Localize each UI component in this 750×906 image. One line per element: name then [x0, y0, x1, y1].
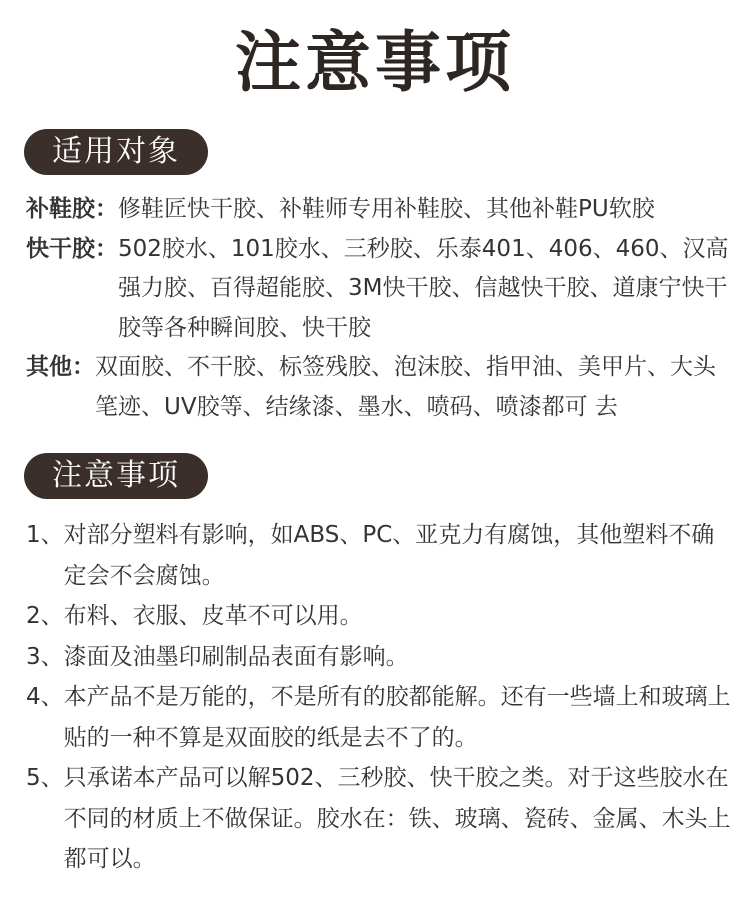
row-text: 502胶水、101胶水、三秒胶、乐泰401、406、460、汉高强力胶、百得超能胶、3M快干胶、信越快干胶、道康宁快干胶等各种瞬间胶、快干胶 [118, 235, 729, 341]
note-number: 4、 [26, 684, 64, 710]
note-text: 只承诺本产品可以解502、三秒胶、快干胶之类。对于这些胶水在不同的材质上不做保证。胶水在：铁、玻璃、瓷砖、金属、木头上都可以。 [63, 765, 731, 872]
list-item [26, 596, 736, 637]
page-title: 注意事项 [235, 23, 515, 101]
section-heading-notes: 注意事项 [24, 453, 208, 499]
note-text: 本产品不是万能的，不是所有的胶都能解。还有一些墙上和玻璃上贴的一种不算是双面胶的纸是去不了的。 [63, 684, 731, 751]
note-text: 对部分塑料有影响，如ABS、PC、亚克力有腐蚀，其他塑料不确定会不会腐蚀。 [63, 522, 715, 589]
row-text: 修鞋匠快干胶、补鞋师专用补鞋胶、其他补鞋PU软胶 [118, 196, 655, 222]
list-item [26, 515, 736, 596]
row-label: 快干胶： [26, 235, 118, 262]
list-item [26, 230, 736, 349]
row-label: 其他： [26, 354, 95, 380]
list-item [26, 637, 736, 678]
note-number: 3、 [26, 643, 64, 670]
list-item [26, 758, 736, 880]
list-item [26, 348, 736, 427]
list-item [26, 677, 736, 758]
list-item [26, 190, 736, 230]
section-heading-applicable: 适用对象 [24, 129, 208, 175]
note-number: 2、 [26, 603, 64, 629]
row-label: 补鞋胶： [26, 196, 118, 222]
notes-list [26, 515, 736, 880]
note-number: 1、 [26, 522, 64, 548]
note-text: 漆面及油墨印刷制品表面有影响。 [63, 643, 409, 670]
note-number: 5、 [26, 765, 64, 791]
row-text: 双面胶、不干胶、标签残胶、泡沫胶、指甲油、美甲片、大头笔迹、UV胶等、结缘漆、墨水、喷码、喷漆都可 去 [95, 354, 716, 420]
applicable-list [26, 190, 736, 427]
note-text: 布料、衣服、皮革不可以用。 [63, 603, 363, 629]
